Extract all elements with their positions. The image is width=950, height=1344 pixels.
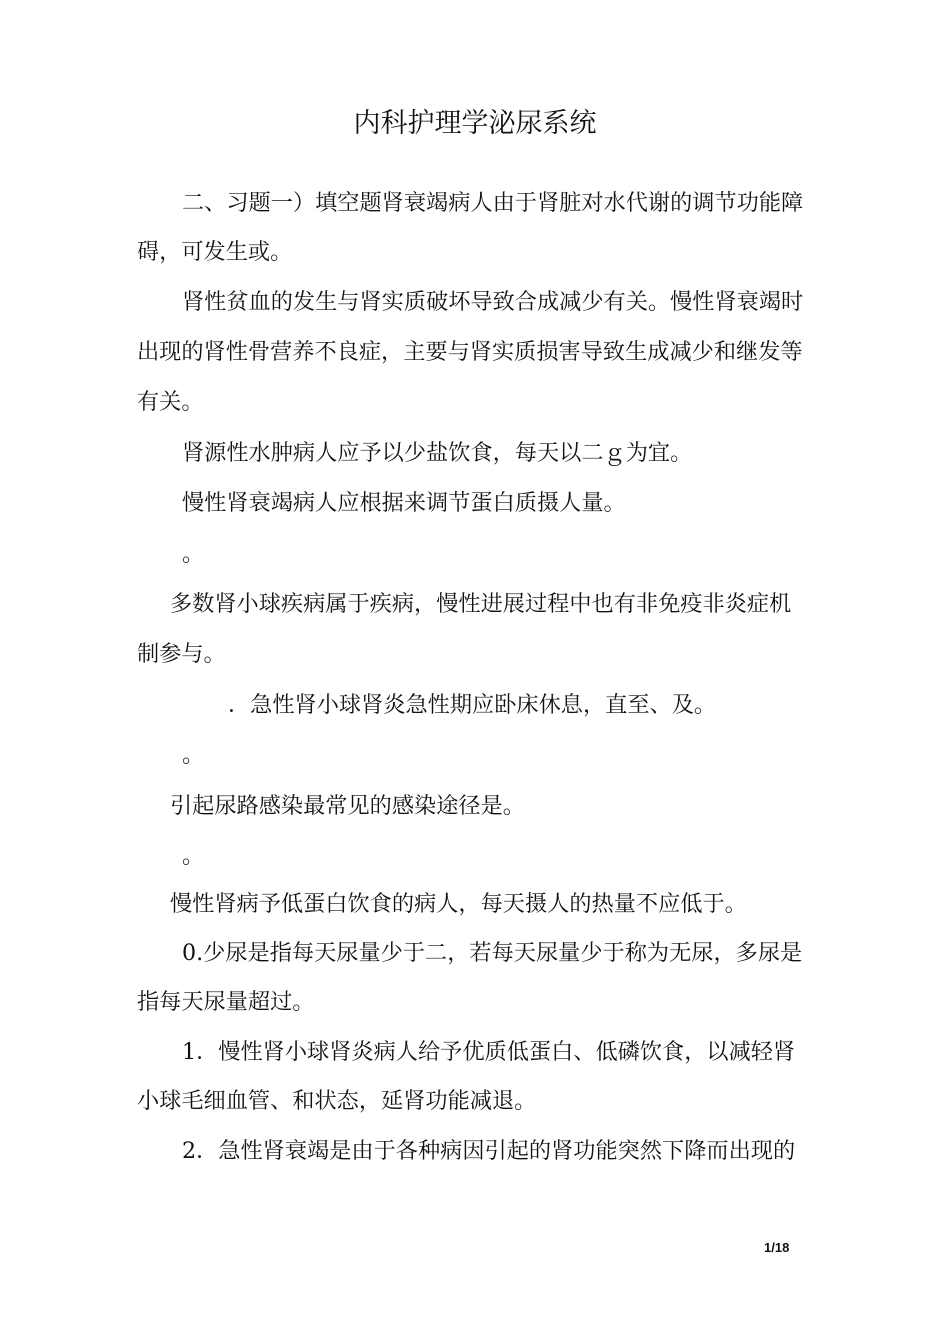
paragraph-line: 多数肾小球疾病属于疾病，慢性进展过程中也有非免疫非炎症机 — [170, 591, 792, 617]
paragraph-line: 1．慢性肾小球肾炎病人给予优质低蛋白、低磷饮食，以减轻肾 — [182, 1039, 796, 1065]
paragraph-line: 二、习题一）填空题肾衰竭病人由于肾脏对水代谢的调节功能障 — [182, 190, 804, 216]
paragraph-line: 有关。 — [137, 389, 204, 415]
paragraph-line: 0.少尿是指每天尿量少于二，若每天尿量少于称为无尿，多尿是 — [182, 940, 803, 966]
paragraph-line: 。 — [182, 843, 205, 869]
paragraph-line: 。 — [182, 541, 205, 567]
paragraph-line: 。 — [182, 742, 205, 768]
paragraph-line: 出现的肾性骨营养不良症，主要与肾实质损害导致生成减少和继发等 — [137, 339, 803, 365]
paragraph-line: 指每天尿量超过。 — [137, 989, 315, 1015]
paragraph-line: 慢性肾病予低蛋白饮食的病人，每天摄人的热量不应低于。 — [170, 891, 747, 917]
paragraph-line: 小球毛细血管、和状态，延肾功能减退。 — [137, 1088, 537, 1114]
paragraph-line: ．急性肾小球肾炎急性期应卧床休息，直至、及。 — [228, 692, 717, 718]
paragraph-line: 慢性肾衰竭病人应根据来调节蛋白质摄人量。 — [182, 490, 626, 516]
paragraph-line: 肾源性水肿病人应予以少盐饮食，每天以二ｇ为宜。 — [182, 440, 693, 466]
document-title: 内科护理学泌尿系统 — [353, 108, 597, 139]
page-number: 1/18 — [764, 1240, 790, 1255]
paragraph-line: 碍，可发生或。 — [137, 239, 293, 265]
paragraph-line: 肾性贫血的发生与肾实质破坏导致合成减少有关。慢性肾衰竭时 — [182, 289, 804, 315]
paragraph-line: 2．急性肾衰竭是由于各种病因引起的肾功能突然下降而出现的 — [182, 1138, 796, 1164]
paragraph-line: 引起尿路感染最常见的感染途径是。 — [170, 793, 525, 819]
paragraph-line: 制参与。 — [137, 641, 226, 667]
